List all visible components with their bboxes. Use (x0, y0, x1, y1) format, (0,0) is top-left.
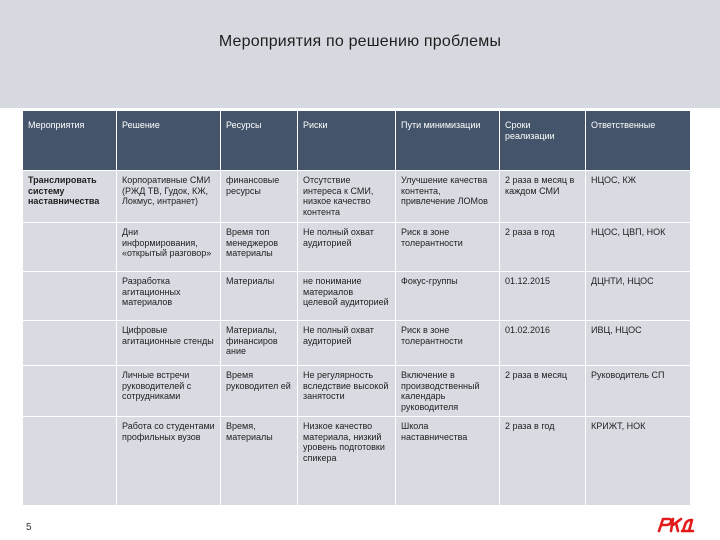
table-row (23, 171, 691, 223)
table-cell-solution: Корпоративные СМИ (РЖД ТВ, Гудок, КЖ, Локмус, интранет) (117, 171, 221, 223)
table-cell-risks: Не регулярность вследствие высокой занятости (298, 366, 396, 417)
table-cell-resources: Материалы (221, 272, 298, 321)
table-cell-measure (23, 417, 117, 506)
table-cell-risks: Низкое качество материала, низкий уровень подготовки спикера (298, 417, 396, 506)
table-cell-measure (23, 366, 117, 417)
table-cell-responsible: НЦОС, ЦВП, НОК (586, 223, 691, 272)
table-cell-risks: Не полный охват аудиторией (298, 223, 396, 272)
table-cell-mitigation: Фокус-группы (396, 272, 500, 321)
table-row (23, 321, 691, 366)
header-cell-mitigation: Пути минимизации (396, 111, 500, 171)
table-cell-mitigation: Риск в зоне толерантности (396, 223, 500, 272)
page-number: 5 (26, 522, 32, 533)
table-cell-responsible: НЦОС, КЖ (586, 171, 691, 223)
table-cell-measure (23, 223, 117, 272)
table-cell-deadline: 01.02.2016 (500, 321, 586, 366)
rzd-logo-icon (656, 514, 696, 534)
table-cell-solution: Работа со студентами профильных вузов (117, 417, 221, 506)
table-cell-deadline: 2 раза в год (500, 417, 586, 506)
table-cell-responsible: ДЦНТИ, НЦОС (586, 272, 691, 321)
table-cell-mitigation: Риск в зоне толерантности (396, 321, 500, 366)
table-cell-resources: Время руководител ей (221, 366, 298, 417)
header-cell-deadlines: Сроки реализации (500, 111, 586, 171)
table-cell-mitigation: Школа наставничества (396, 417, 500, 506)
table-cell-responsible: ИВЦ, НЦОС (586, 321, 691, 366)
table-cell-risks: Отсутствие интереса к СМИ, низкое качество контента (298, 171, 396, 223)
table-cell-deadline: 2 раза в месяц в каждом СМИ (500, 171, 586, 223)
table-cell-mitigation: Улучшение качества контента, привлечение ЛОМов (396, 171, 500, 223)
table-cell-measure (23, 321, 117, 366)
header-cell-responsible: Ответственные (586, 111, 691, 171)
header-band (0, 0, 720, 108)
table-cell-responsible: КРИЖТ, НОК (586, 417, 691, 506)
table-cell-measure: Транслировать систему наставничества (23, 171, 117, 223)
page-title: Мероприятия по решению проблемы (218, 33, 502, 50)
table-cell-resources: Время топ менеджеров материалы (221, 223, 298, 272)
table-cell-responsible: Руководитель СП (586, 366, 691, 417)
table-cell-resources: Материалы, финансиров ание (221, 321, 298, 366)
table-cell-deadline: 2 раза в месяц (500, 366, 586, 417)
table-row (23, 272, 691, 321)
header-cell-risks: Риски (298, 111, 396, 171)
header-cell-solution: Решение (117, 111, 221, 171)
table-cell-risks: Не полный охват аудиторией (298, 321, 396, 366)
measures-table (22, 110, 691, 506)
table-cell-resources: финансовые ресурсы (221, 171, 298, 223)
table-cell-solution: Разработка агитационных материалов (117, 272, 221, 321)
table-row (23, 223, 691, 272)
table-row (23, 366, 691, 417)
table-cell-risks: не понимание материалов целевой аудиторией (298, 272, 396, 321)
table-cell-deadline: 2 раза в год (500, 223, 586, 272)
table-cell-measure (23, 272, 117, 321)
table-cell-solution: Дни информирования, «открытый разговор» (117, 223, 221, 272)
table-cell-deadline: 01.12.2015 (500, 272, 586, 321)
table-row (23, 417, 691, 506)
table-cell-solution: Личные встречи руководителей с сотрудниками (117, 366, 221, 417)
table-header-row (23, 111, 691, 171)
table-cell-mitigation: Включение в производственный календарь руководителя (396, 366, 500, 417)
header-cell-resources: Ресурсы (221, 111, 298, 171)
header-cell-measures: Мероприятия (23, 111, 117, 171)
table-cell-solution: Цифровые агитационные стенды (117, 321, 221, 366)
table-cell-resources: Время, материалы (221, 417, 298, 506)
